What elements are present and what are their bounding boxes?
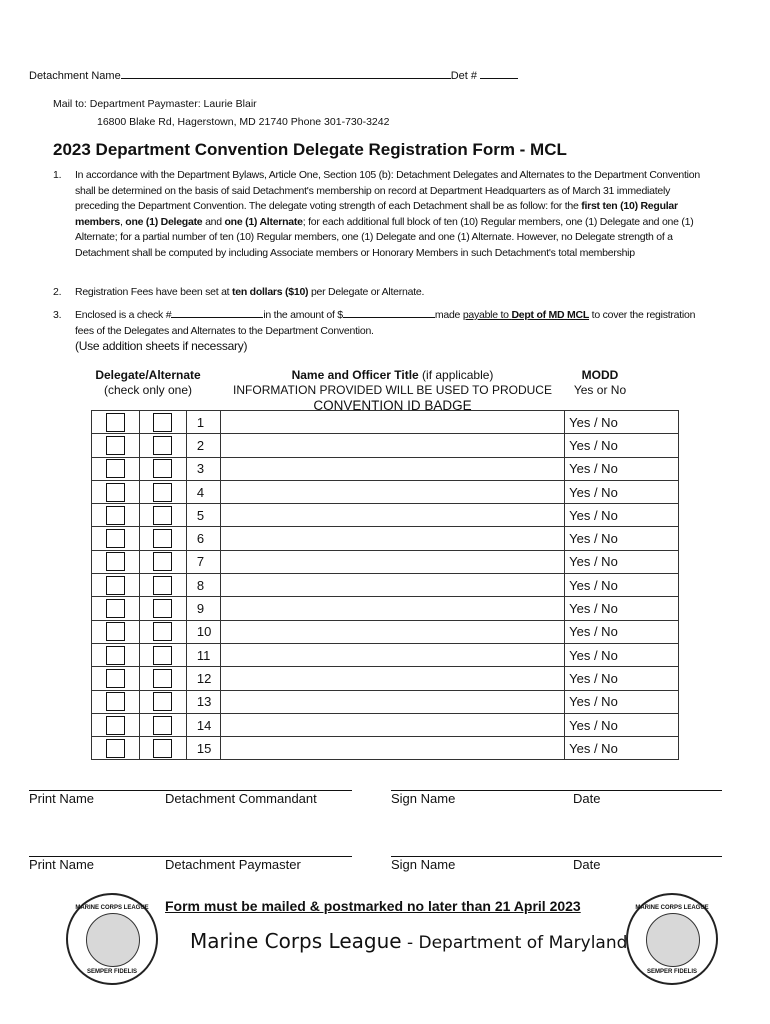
alternate-checkbox[interactable] [153,576,172,595]
col-modd-title: MODD [581,368,619,382]
row-number: 11 [186,643,220,666]
item-3-text-c: made [434,309,463,321]
table-row [92,737,679,760]
item-2 [53,285,715,301]
det-number-label: Det # [450,70,478,82]
address: 16800 Blake Rd, Hagerstown, MD 21740 Phone 301-730-3242 [97,116,390,128]
deadline-notice: Form must be mailed & postmarked no later than 21 April 2023 [165,898,581,914]
alternate-checkbox[interactable] [153,739,172,758]
row-number: 7 [186,550,220,573]
item-3-text-f: to cover the registration fees of the Delegates and Alternates to the Department Convention. [75,309,696,337]
delegate-cell [92,690,140,713]
modd-choice[interactable]: Yes / No [565,667,679,690]
name-title-field[interactable] [220,434,564,457]
delegate-cell [92,504,140,527]
name-title-field[interactable] [220,574,564,597]
row-number: 4 [186,480,220,503]
col-name-title: Name and Officer Title [291,368,419,382]
alternate-checkbox[interactable] [153,622,172,641]
delegate-checkbox[interactable] [106,669,125,688]
item-3 [53,308,715,356]
item-3-payee: Dept of MD MCL [511,309,590,321]
col-name-sub: INFORMATION PROVIDED WILL BE USED TO PRODUCE [233,383,552,397]
item-1-bold-first-ten: first ten (10) Regular members [75,200,678,228]
commandant-label: Detachment Commandant [165,791,317,806]
delegate-cell [92,667,140,690]
name-title-field[interactable] [220,411,564,434]
table-row [92,411,679,434]
row-number: 13 [186,690,220,713]
mail-to: Mail to: Department Paymaster: Laurie Blair [53,98,257,110]
org-name-dept: - Department of Maryland [401,933,628,953]
modd-choice[interactable]: Yes / No [565,574,679,597]
table-row [92,457,679,480]
modd-choice[interactable]: Yes / No [565,434,679,457]
alternate-checkbox[interactable] [153,692,172,711]
item-3-number: 3. [53,309,62,321]
table-row [92,574,679,597]
row-number: 12 [186,667,220,690]
item-1-bold-delegate: one (1) Delegate [125,215,203,228]
delegate-checkbox[interactable] [106,413,125,432]
name-title-field[interactable] [220,690,564,713]
modd-choice[interactable]: Yes / No [565,411,679,434]
delegate-cell [92,737,140,760]
alternate-checkbox[interactable] [153,529,172,548]
item-2-text-c: per Delegate or Alternate. [308,286,425,298]
table-row [92,550,679,573]
delegate-checkbox[interactable] [106,646,125,665]
alternate-cell [139,457,186,480]
alternate-checkbox[interactable] [153,436,172,455]
seal-left-top-text: MARINE CORPS LEAGUE [75,905,149,911]
delegate-cell [92,550,140,573]
alternate-cell [139,597,186,620]
delegate-checkbox[interactable] [106,692,125,711]
row-number: 5 [186,504,220,527]
paymaster-label: Detachment Paymaster [165,857,301,872]
item-2-number: 2. [53,286,62,298]
row-number: 15 [186,737,220,760]
row-number: 10 [186,620,220,643]
delegate-cell [92,620,140,643]
name-title-field[interactable] [220,550,564,573]
alternate-checkbox[interactable] [153,506,172,525]
print-name-label-2: Print Name [29,857,95,872]
delegate-cell [92,411,140,434]
table-row [92,620,679,643]
modd-choice[interactable]: Yes / No [565,643,679,666]
modd-choice[interactable]: Yes / No [565,457,679,480]
delegate-checkbox[interactable] [106,552,125,571]
name-title-field[interactable] [220,457,564,480]
row-number: 6 [186,527,220,550]
alternate-cell [139,550,186,573]
item-3-text-b: in the amount of $ [263,309,343,321]
row-number: 9 [186,597,220,620]
modd-choice[interactable]: Yes / No [565,504,679,527]
col-delegate-sub: (check only one) [103,383,193,397]
row-number: 1 [186,411,220,434]
table-row [92,527,679,550]
delegate-table-body [92,411,679,760]
table-row [92,667,679,690]
col-name-title-suffix: (if applicable) [418,368,494,382]
det-number-field[interactable] [480,78,518,79]
detachment-label: Detachment Name [29,70,121,82]
detachment-line [29,70,559,82]
delegate-table [91,410,679,760]
mcl-seal-left-icon [66,893,158,985]
alternate-checkbox[interactable] [153,413,172,432]
delegate-checkbox[interactable] [106,483,125,502]
detachment-name-field[interactable] [121,78,451,79]
name-title-field[interactable] [220,527,564,550]
date-label-2: Date [573,857,601,872]
alternate-cell [139,480,186,503]
print-name-label-1: Print Name [29,791,95,806]
table-row [92,713,679,736]
alternate-checkbox[interactable] [153,669,172,688]
col-modd-sub: Yes or No [573,383,627,397]
row-number: 8 [186,574,220,597]
alternate-checkbox[interactable] [153,646,172,665]
delegate-cell [92,597,140,620]
seal-right-bottom-text: SEMPER FIDELIS [646,969,697,975]
table-row [92,480,679,503]
seal-right-top-text: MARINE CORPS LEAGUE [635,905,709,911]
delegate-cell [92,713,140,736]
sign-name-label-2: Sign Name [391,857,456,872]
table-row [92,597,679,620]
modd-choice[interactable]: Yes / No [565,550,679,573]
alternate-checkbox[interactable] [153,716,172,735]
delegate-cell [92,480,140,503]
mcl-seal-right-icon [626,893,718,985]
item-1-text-g: ; for each additional full block of ten (10) Regular members, one (1) Delegate and one (1) Alternate; for a partial number of ten (10) Regular members, one (1) Delegate and one (1) Alternate. However, no Delegate strength of a Detachment shall be computed by including Associate members or Honorary Members in such Detachment's total membership [75,215,694,259]
col-delegate-title: Delegate/Alternate [95,368,201,382]
name-title-field[interactable] [220,737,564,760]
delegate-checkbox[interactable] [106,529,125,548]
modd-choice[interactable]: Yes / No [565,713,679,736]
name-title-field[interactable] [220,504,564,527]
table-row [92,434,679,457]
table-row [92,643,679,666]
delegate-cell [92,643,140,666]
alternate-cell [139,667,186,690]
delegate-cell [92,434,140,457]
alternate-cell [139,690,186,713]
name-title-field[interactable] [220,667,564,690]
item-3-note: (Use addition sheets if necessary) [75,339,248,353]
delegate-checkbox[interactable] [106,459,125,478]
row-number: 3 [186,457,220,480]
item-1-text-e: and [202,215,225,228]
org-name [190,929,627,953]
amount-field[interactable] [343,317,435,318]
delegate-cell [92,457,140,480]
modd-choice[interactable]: Yes / No [565,620,679,643]
seal-left-bottom-text: SEMPER FIDELIS [86,969,137,975]
modd-choice[interactable]: Yes / No [565,597,679,620]
alternate-cell [139,643,186,666]
item-2-bold-fee: ten dollars ($10) [232,286,309,298]
table-row [92,504,679,527]
modd-choice[interactable]: Yes / No [565,737,679,760]
alternate-checkbox[interactable] [153,459,172,478]
col-name-sub2: CONVENTION ID BADGE [313,398,472,413]
check-number-field[interactable] [171,317,263,318]
alternate-checkbox[interactable] [153,599,172,618]
alternate-cell [139,504,186,527]
modd-choice[interactable]: Yes / No [565,527,679,550]
col-modd-header [565,368,635,398]
alternate-checkbox[interactable] [153,483,172,502]
delegate-checkbox[interactable] [106,436,125,455]
delegate-checkbox[interactable] [106,622,125,641]
modd-choice[interactable]: Yes / No [565,480,679,503]
row-number: 14 [186,713,220,736]
name-title-field[interactable] [220,597,564,620]
alternate-checkbox[interactable] [153,552,172,571]
alternate-cell [139,737,186,760]
item-2-text-a: Registration Fees have been set at [75,286,233,298]
item-3-text-a: Enclosed is a check # [75,309,172,321]
modd-choice[interactable]: Yes / No [565,690,679,713]
delegate-cell [92,574,140,597]
item-1-bold-alternate: one (1) Alternate [224,215,303,228]
item-1-number: 1. [53,169,62,181]
delegate-checkbox[interactable] [106,716,125,735]
delegate-checkbox[interactable] [106,599,125,618]
alternate-cell [139,620,186,643]
col-delegate-header [88,368,208,398]
row-number: 2 [186,434,220,457]
page-title: 2023 Department Convention Delegate Registration Form - MCL [53,140,567,159]
delegate-checkbox[interactable] [106,739,125,758]
col-name-header [220,368,565,414]
alternate-cell [139,713,186,736]
name-title-field[interactable] [220,713,564,736]
delegate-checkbox[interactable] [106,576,125,595]
alternate-cell [139,574,186,597]
org-name-main: Marine Corps League [190,929,402,953]
date-label-1: Date [573,791,601,806]
name-title-field[interactable] [220,643,564,666]
name-title-field[interactable] [220,480,564,503]
alternate-cell [139,527,186,550]
delegate-cell [92,527,140,550]
item-1-text-c: , [119,215,126,228]
alternate-cell [139,434,186,457]
item-1 [53,168,715,278]
alternate-cell [139,411,186,434]
delegate-checkbox[interactable] [106,506,125,525]
item-1-text-a: In accordance with the Department Bylaws, Article One, Section 105 (b): Detachment Delegates and Alternates to the Department Convention shall be determined on the basis of said Detachment's membership on record at Department Headquarters as of March 31 immediately preceding the Department Convention. The delegate voting strength of each Detachment shall be as follow: for the [75,169,700,212]
name-title-field[interactable] [220,620,564,643]
sign-name-label-1: Sign Name [391,791,456,806]
item-3-payable: payable to [462,309,512,321]
table-row [92,690,679,713]
